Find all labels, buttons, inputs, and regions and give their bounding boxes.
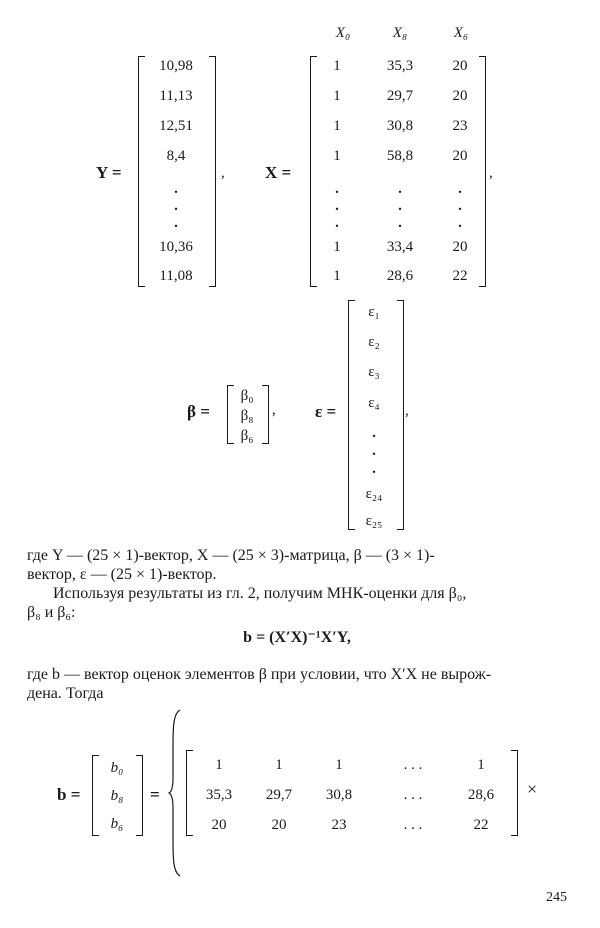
text-line-2: вектор, ε — (25 × 1)-вектор. <box>27 566 217 583</box>
y-symbol: Y = <box>96 163 122 182</box>
x-ellipsis-dot: . <box>458 215 462 231</box>
x-value: 29,7 <box>386 88 414 104</box>
x-value: 58,8 <box>386 148 414 164</box>
y-comma: , <box>221 165 225 181</box>
xt-value: 1 <box>477 757 485 773</box>
x-value: 33,4 <box>386 239 414 255</box>
x-value: 22 <box>452 268 468 284</box>
b-symbol: b = <box>57 785 81 804</box>
text-line-3: Используя результаты из гл. 2, получим МНК-оценки для β₀, <box>53 585 467 602</box>
b-item-0: b₀ <box>110 760 124 776</box>
beta-left-bracket <box>227 385 234 444</box>
formula-ols: b = (X′X)⁻¹X′Y, <box>243 629 351 646</box>
eps-ellipsis-dot: . <box>372 461 376 477</box>
x-value: 1 <box>333 268 341 284</box>
x-comma: , <box>489 165 493 181</box>
eps-item: ε₄ <box>368 395 380 411</box>
xt-left-bracket <box>186 750 193 836</box>
x-ellipsis-dot: . <box>398 198 402 214</box>
x-left-bracket <box>310 56 317 287</box>
x-ellipsis-dot: . <box>398 215 402 231</box>
eps-item: ε₂₄ <box>365 486 383 502</box>
y-value: 12,51 <box>159 118 193 134</box>
xt-value: 35,3 <box>205 787 233 803</box>
x-ellipsis-dot: . <box>335 198 339 214</box>
b-item-1: b₈ <box>110 788 124 804</box>
eps-symbol: ε = <box>315 402 337 421</box>
x-right-bracket <box>479 56 486 287</box>
xt-value: 20 <box>271 817 287 833</box>
eps-item: ε₃ <box>368 364 380 380</box>
page-number: 245 <box>546 890 567 905</box>
x-value: 35,3 <box>386 58 414 74</box>
x-value: 30,8 <box>386 118 414 134</box>
xt-value: 1 <box>215 757 223 773</box>
x-header-2: X₆ <box>453 25 469 41</box>
y-value: 8,4 <box>166 148 186 164</box>
x-value: 1 <box>333 58 341 74</box>
eps-right-bracket <box>397 300 404 530</box>
x-value: 20 <box>452 88 468 104</box>
x-header-0: X₀ <box>335 25 351 41</box>
x-value: 1 <box>333 118 341 134</box>
beta-item-0: β₀ <box>240 388 254 404</box>
y-value: 10,36 <box>159 239 193 255</box>
y-value: 11,08 <box>159 268 193 284</box>
eps-ellipsis-dot: . <box>372 443 376 459</box>
x-value: 20 <box>452 148 468 164</box>
eps-item: ε₂₅ <box>365 513 383 529</box>
y-ellipsis-dot: . <box>174 215 178 231</box>
x-ellipsis-dot: . <box>335 215 339 231</box>
x-ellipsis-dot: . <box>398 181 402 197</box>
xt-value: 23 <box>331 817 347 833</box>
xt-value: 22 <box>473 817 489 833</box>
x-ellipsis-dot: . <box>335 181 339 197</box>
y-value: 11,13 <box>159 88 193 104</box>
eps-comma: , <box>405 403 409 419</box>
x-ellipsis-dot: . <box>458 181 462 197</box>
text-line-6: дена. Тогда <box>27 685 104 702</box>
text-line-1: где Y — (25 × 1)-вектор, X — (25 × 3)-матрица, β — (3 × 1)- <box>27 547 435 564</box>
xt-value: 28,6 <box>467 787 495 803</box>
y-value: 10,98 <box>159 58 193 74</box>
xt-ellipsis: . . . <box>403 817 423 833</box>
xt-value: 30,8 <box>325 787 353 803</box>
y-left-bracket <box>138 56 145 287</box>
beta-item-2: β₆ <box>240 428 254 444</box>
xt-value: 1 <box>335 757 343 773</box>
curly-brace-icon <box>168 708 184 878</box>
xt-value: 29,7 <box>265 787 293 803</box>
x-value: 20 <box>452 58 468 74</box>
xt-ellipsis: . . . <box>403 787 423 803</box>
text-line-4: β₈ и β₆: <box>27 604 76 621</box>
x-value: 1 <box>333 88 341 104</box>
b-left-bracket <box>92 755 99 836</box>
x-symbol: X = <box>265 163 292 182</box>
y-right-bracket <box>209 56 216 287</box>
eps-left-bracket <box>348 300 355 530</box>
y-ellipsis-dot: . <box>174 198 178 214</box>
b-right-bracket <box>136 755 143 836</box>
text-line-5: где b — вектор оценок элементов β при условии, что X′X не вырож- <box>27 666 492 683</box>
b-equals: = <box>150 785 160 804</box>
x-value: 20 <box>452 239 468 255</box>
eps-ellipsis-dot: . <box>372 425 376 441</box>
x-value: 1 <box>333 239 341 255</box>
x-value: 23 <box>452 118 468 134</box>
xt-value: 1 <box>275 757 283 773</box>
xt-value: 20 <box>211 817 227 833</box>
beta-right-bracket <box>262 385 269 444</box>
x-value: 1 <box>333 148 341 164</box>
b-item-2: b₆ <box>110 816 124 832</box>
eps-item: ε₁ <box>368 304 380 320</box>
eps-item: ε₂ <box>368 334 380 350</box>
x-value: 28,6 <box>386 268 414 284</box>
beta-item-1: β₈ <box>240 408 254 424</box>
beta-symbol: β = <box>187 402 210 421</box>
xt-right-bracket <box>511 750 518 836</box>
x-ellipsis-dot: . <box>458 198 462 214</box>
xt-ellipsis: . . . <box>403 757 423 773</box>
y-ellipsis-dot: . <box>174 181 178 197</box>
beta-comma: , <box>272 402 276 418</box>
x-header-1: X₈ <box>392 25 408 41</box>
times-sign: × <box>527 779 538 799</box>
